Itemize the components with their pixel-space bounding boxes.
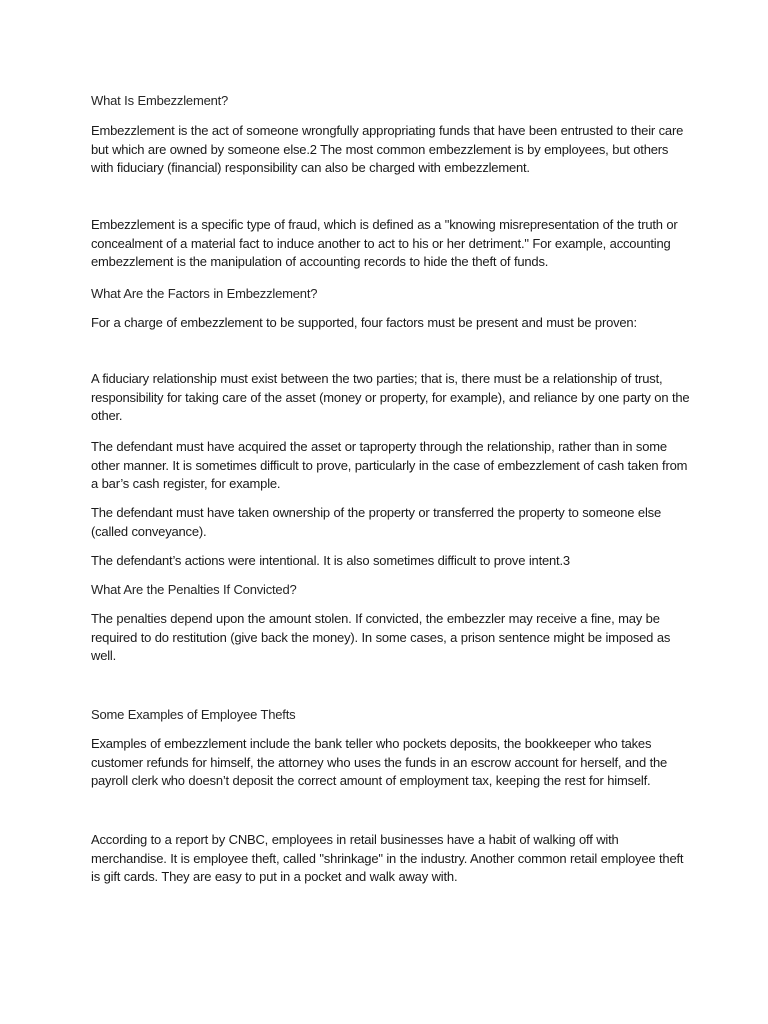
paragraph-factors-intro: For a charge of embezzlement to be supported, four factors must be present and must be proven: (91, 315, 637, 330)
heading-factors: What Are the Factors in Embezzlement? (91, 286, 318, 301)
paragraph-examples: Examples of embezzlement include the bank teller who pockets deposits, the bookkeeper who takes customer refunds for himself, the attorney who uses the funds in an escrow account for herself, and the payroll clerk who doesn’t deposit the correct amount of employment tax, keeping the rest for himself. (91, 736, 668, 789)
heading-what-is-embezzlement: What Is Embezzlement? (91, 93, 229, 108)
paragraph-cnbc-report: According to a report by CNBC, employees in retail businesses have a habit of walking off with merchandise. It is employee theft, called "shrinkage" in the industry. Another common retail employee theft is gift cards. They are easy to put in a pocket and walk away with. (91, 832, 684, 885)
heading-employee-thefts: Some Examples of Employee Thefts (91, 707, 296, 722)
factor-intentional-actions: The defendant’s actions were intentional. It is also sometimes difficult to prove intent.3 (91, 553, 570, 568)
factor-acquired-asset: The defendant must have acquired the asset or taproperty through the relationship, rather than in some other manner. It is sometimes difficult to prove, particularly in the case of embezzlement of cash taken from a bar’s cash register, for example. (91, 439, 688, 492)
paragraph-definition: Embezzlement is the act of someone wrongfully appropriating funds that have been entrusted to their care but which are owned by someone else.2 The most common embezzlement is by employees, but others with fiduciary (financial) responsibility can also be charged with embezzlement. (91, 123, 684, 176)
paragraph-penalties: The penalties depend upon the amount stolen. If convicted, the embezzler may receive a fine, may be required to do restitution (give back the money). In some cases, a prison sentence might be imposed as well. (91, 611, 671, 664)
heading-penalties: What Are the Penalties If Convicted? (91, 582, 297, 597)
factor-fiduciary-relationship: A fiduciary relationship must exist between the two parties; that is, there must be a relationship of trust, responsibility for taking care of the asset (money or property, for example), and reliance by one party on the other. (91, 371, 690, 424)
factor-ownership-transfer: The defendant must have taken ownership of the property or transferred the property to someone else (called conveyance). (91, 505, 661, 539)
paragraph-fraud: Embezzlement is a specific type of fraud, which is defined as a "knowing misrepresentation of the truth or concealment of a material fact to induce another to act to his or her detriment." For example, accounting embezzlement is the manipulation of accounting records to hide the theft of funds. (91, 217, 678, 270)
